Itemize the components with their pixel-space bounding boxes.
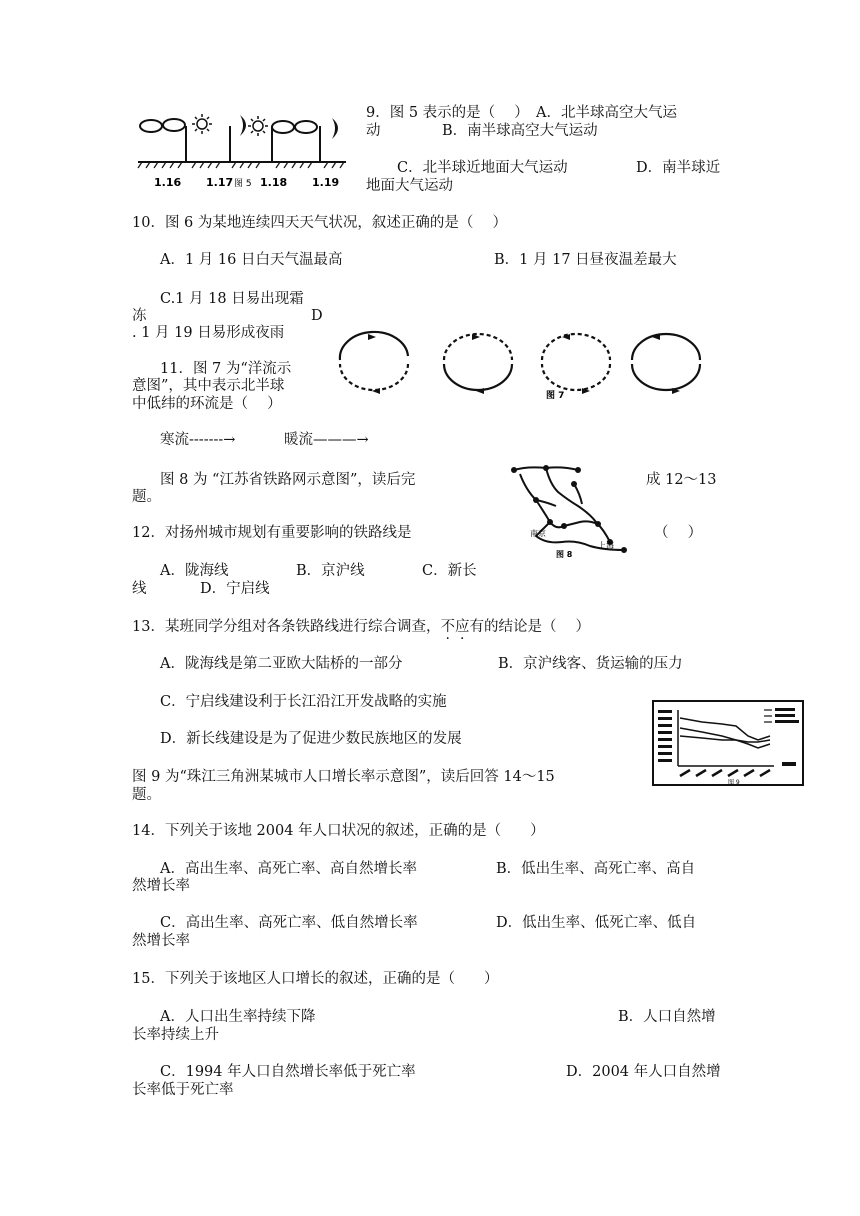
q15-option-a: A．人口出生率持续下降 [160, 1009, 316, 1025]
q12-option-a: A．陇海线 [160, 563, 229, 579]
q13-option-b: B．京沪线客、货运输的压力 [498, 656, 683, 672]
figure-5 [136, 104, 350, 196]
fig5-date: 1.16 [154, 176, 182, 189]
fig9-label: 图 9 [728, 779, 740, 786]
q12-option-c: C．新长 [422, 563, 477, 579]
fig7-label: 图 7 [546, 391, 565, 400]
q9-option-c: C．北半球近地面大气运动 [397, 160, 568, 176]
q12-option-b: B．京沪线 [296, 563, 365, 579]
intro12-text-cont: 题。 [132, 489, 161, 505]
figure-9 [652, 700, 804, 788]
q10-stem: 10．图 6 为某地连续四天天气状况，叙述正确的是（ ） [132, 215, 508, 231]
q15-stem: 15．下列关于该地区人口增长的叙述，正确的是（ ） [132, 971, 499, 987]
q10-option-d: D [311, 308, 323, 324]
q13-stem: 13．某班同学分组对各条铁路线进行综合调查，不应有的结论是（ ） [132, 619, 591, 635]
fig8-place: 上海 [598, 541, 614, 550]
q10-option-b: B．1 月 17 日昼夜温差最大 [494, 252, 677, 268]
fig8-label: 图 8 [556, 550, 573, 559]
q15-option-d-cont: 长率低于死亡率 [132, 1082, 234, 1098]
intro12-text-right: 成 12～13 [646, 472, 717, 488]
q14-option-d: D．低出生率、低死亡率、低自 [496, 915, 697, 931]
emphasis-mark: 不 [440, 619, 455, 635]
q9-option-d-cont: 地面大气运动 [366, 178, 453, 194]
q12-option-c-cont: 线 [132, 581, 147, 597]
fig5-date: 1.19 [312, 176, 340, 189]
fig5-label: 图 5 [234, 179, 252, 189]
q12-option-d: D．宁启线 [200, 581, 270, 597]
q14-option-d-cont: 然增长率 [132, 933, 190, 949]
q10-option-c-cont: 冻 [132, 308, 147, 324]
q12-paren: （ ） [654, 525, 703, 541]
q14-option-b: B．低出生率、高死亡率、高自 [496, 861, 696, 877]
q14-option-c: C．高出生率、高死亡率、低自然增长率 [160, 915, 418, 931]
q15-option-b-cont: 长率持续上升 [132, 1027, 219, 1043]
q15-option-c: C．1994 年人口自然增长率低于死亡率 [160, 1064, 416, 1080]
q9-stem-cont: 动 [366, 123, 381, 139]
q9-option-d: D．南半球近 [636, 160, 721, 176]
q14-option-a: A．高出生率、高死亡率、高自然增长率 [160, 861, 417, 877]
warm-current-legend: 暖流———→ [284, 432, 369, 448]
intro14-line1: 图 9 为“珠江三角洲某城市人口增长率示意图”，读后回答 14～15 [132, 769, 555, 785]
q13-option-d: D．新长线建设是为了促进少数民族地区的发展 [160, 731, 462, 747]
fig8-place: 南京 [530, 529, 546, 538]
figure-8 [506, 460, 630, 562]
q11-line3: 中低纬的环流是（ ） [132, 396, 282, 412]
fig5-date: 1.17 [206, 176, 234, 189]
emphasis-mark: 应 [454, 619, 470, 635]
intro12-text: 图 8 为 “江苏省铁路网示意图”，读后完 [160, 472, 416, 488]
cold-current-legend: 寒流-------→ [160, 432, 236, 448]
intro14-line2: 题。 [132, 787, 161, 803]
q13-option-a: A．陇海线是第二亚欧大陆桥的一部分 [160, 656, 403, 672]
q10-option-c: C.1 月 18 日易出现霜 [160, 291, 304, 307]
q12-stem: 12．对扬州城市规划有重要影响的铁路线是 [132, 525, 412, 541]
q10-option-a: A．1 月 16 日白天气温最高 [160, 252, 343, 268]
q13-option-c: C．宁启线建设利于长江沿江开发战略的实施 [160, 694, 447, 710]
q11-line2: 意图”，其中表示北半球 [132, 378, 285, 394]
moon-icon [240, 115, 338, 139]
q15-option-b: B．人口自然增 [618, 1009, 716, 1025]
q10-option-d-cont: . 1 月 19 日易形成夜雨 [132, 325, 285, 341]
q11-line1: 11．图 7 为“洋流示 [160, 361, 292, 377]
q9-stem: 9．图 5 表示的是（ ） A．北半球高空大气运 [366, 105, 677, 121]
q14-stem: 14．下列关于该地 2004 年人口状况的叙述，正确的是（ ） [132, 823, 545, 839]
q14-option-b-cont: 然增长率 [132, 878, 190, 894]
q9-option-b: B．南半球高空大气运动 [442, 123, 598, 139]
fig5-date: 1.18 [260, 176, 288, 189]
figure-7 [332, 324, 704, 400]
q15-option-d: D．2004 年人口自然增 [566, 1064, 721, 1080]
